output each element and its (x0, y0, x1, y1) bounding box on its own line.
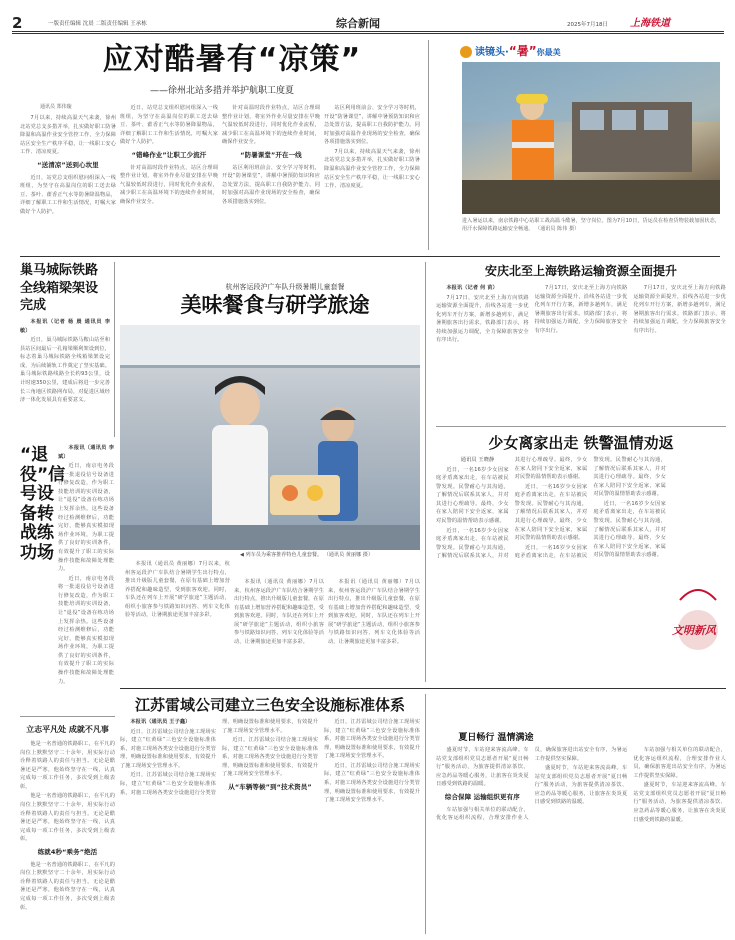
camera-icon (460, 46, 472, 58)
story8-text-cont3: 近日，江苏雷域公司结合施工现场实际，建立“红黄绿”三色安全设施标准体系，对施工现场各类安全设施进行分类管理，明确设置标准和使用要求，有效提升了施工现场安全管理水平。 (324, 719, 420, 760)
lead-subhead-2: “错峰作业”让职工少流汗 (131, 150, 207, 159)
story4-text-cont: 近日，南京电务段将一批退役信号设备进行修复改造，作为职工技能培训的实训设备，让“退役”设备在练功场上发挥余热。这些设备经过检测维修后，功能完好，能够真实模拟现场作业环境，为职工提供了良好的实训条件，有效提升了职工的实际操作技能和故障处理能力。 (58, 575, 114, 685)
issue-date: 2025年7月18日 (567, 22, 608, 28)
story8-subhead: 从“车辆等候”到“技术资员” (228, 783, 312, 792)
story9-text-2-cont: 车站加强与相关单位的联动配合，优化客运组织流程，合理安排作业人员，确保旅客进出站安全有序，为暑运工作提供坚实保障。 (633, 747, 726, 779)
reader-highlight: “暑” (508, 44, 537, 58)
story9-text-cont2: 盛夏时节，车站迎来客流高峰。车站党支部组织党员志愿者开展“夏日畅行”服务活动，为旅客提供清凉茶饮、应急药品等暖心服务，让旅客在炎炎夏日感受到铁路的温暖。 (633, 782, 726, 823)
reader-label-2: 你最美 (536, 48, 561, 57)
story3-text-cont: 本报讯（通讯员 黄丽娜）7月以来，杭州客运段沪广车队结合暑期学生出行特点，推出升级版儿童套餐，在原有基础上增加营养搭配和趣味造型，受到旅客欢迎。同时，车队还在列车上开展“研学旅途”主题活动，组织小旅客参与铁路知识问答、列车文化体验等活动，让暑期旅途更加丰富多彩。 (234, 579, 324, 646)
divider (20, 256, 720, 257)
column-decoration (668, 560, 728, 660)
lead-subtitle: ——徐州北站多措并举护航职工度夏 (150, 86, 295, 96)
column-badge (668, 560, 728, 660)
story9-subhead: 综合保障 运输组织更有序 (444, 792, 520, 801)
story8-title: 江苏雷域公司建立三色安全设施标准体系 (134, 696, 405, 714)
story5-title: 立志平凡处 成就不凡事 (26, 725, 109, 734)
story2-text: 近日，巢马城际铁路马鞍山站至和县站区间最后一孔箱梁顺利架设到位，标志着巢马城际铁路全线箱梁架设完成，为后续铺轨工作奠定了坚实基础。巢马城际铁路线路全长约93公里，设计时速350公里，建成后将进一步完善长三角地区铁路网布局，对促进区域经济一体化发展具有重要意义。 (20, 337, 110, 404)
story5-subhead: 练就4秒“乘务”绝活 (37, 847, 98, 856)
divider (114, 262, 115, 437)
lead-body: 7月以来，持续高温天气来袭，徐州北站党总支多措并举，扎实做好职工防暑降温和高温作业安全管控工作，全力保障站区安全生产秩序平稳，让一线职工安心工作、清凉度夏。 (20, 115, 116, 156)
lead-body-4: 站区利用班前会、安全学习等时机，开设“防暑课堂”，讲解中暑预防知识和应急处置方法，提高职工自我防护能力。同时加强对高温作业现场的安全检查，确保各项措施落实到位。 (222, 164, 320, 205)
lead-subhead-1: “送清凉”送到心坎里 (37, 160, 99, 169)
divider (425, 262, 426, 682)
story5-body (20, 740, 115, 932)
story6-text-cont: 7月17日，安庆北至上海方向铁路运输资源全面提升，沿线各站进一步优化列车开行方案，新增多趟列车，满足暑期旅客出行需求。铁路部门表示，将持续加强运力调配，全力保障旅客安全有序出行。 (534, 285, 628, 334)
story8-body (120, 718, 420, 932)
reader-label: 读镜头· (475, 47, 509, 58)
column-label: 文明新风 (672, 624, 716, 637)
story6-text-cont2: 7月17日，安庆北至上海方向铁路运输资源全面提升，沿线各站进一步优化列车开行方案，新增多趟列车，满足暑期旅客出行需求。铁路部门表示，将持续加强运力调配，全力保障旅客安全有序出行。 (633, 285, 726, 334)
story3-title: 美味餐食与研学旅途 (180, 293, 370, 317)
page-header (12, 14, 724, 32)
story3-caption: ◀ 列车员为乘客推荐特色儿童套餐。 （通讯员 黄丽娜 摄） (240, 552, 374, 558)
page-number: 2 (12, 14, 23, 32)
story6-title: 安庆北至上海铁路运输资源全面提升 (484, 264, 677, 278)
story9-body (436, 746, 726, 934)
story2-byline: 本报讯（记者 杨 晨 通讯员 李 敏） (20, 319, 110, 334)
story6-body (436, 284, 726, 424)
story4-title: “退役”信号设备转战练功场 (20, 445, 66, 563)
lead-body-cont: 近日，站党总支组织慰问组深入一线班组，为坚守在高温岗位的职工送去绿豆、茶叶、藿香正气水等防暑降温物品，详细了解职工工作和生活情况，叮嘱大家做好个人防护。 (120, 105, 218, 146)
story7-text-cont3: 近日，一名16岁少女因家庭矛盾离家出走，在车站被民警发现。民警耐心与其沟通，了解情况后联系其家人，并对其进行心理疏导。最终，少女在家人陪同下安全返家，家属对民警的温情帮助表示感谢。 (514, 457, 666, 560)
story5-text-cont2: 他是一名普通的铁路职工，在平凡的岗位上默默坚守二十余年，用实际行动诠释着铁路人的责任与担当。无论是酷暑还是严寒，他始终坚守在一线，认真完成每一项工作任务，多次受到上级表彰。 (20, 861, 115, 911)
lead-title: 应对酷暑有“凉策” (102, 42, 362, 77)
story4-text: 近日，南京电务段将一批退役信号设备进行修复改造，作为职工技能培训的实训设备，让“退役”设备在练功场上发挥余热。这些设备经过检测维修后，功能完好，能够真实模拟现场作业环境，为职工提供了良好的实训条件，有效提升了职工的实际操作技能和故障处理能力。 (58, 463, 114, 573)
story3-kicker: 杭州客运段沪广车队升级暑期儿童套餐 (225, 283, 345, 291)
worker-photo (462, 62, 720, 214)
story3-text: 本报讯（通讯员 黄丽娜）7月以来，杭州客运段沪广车队结合暑期学生出行特点，推出升级版儿童套餐，在原有基础上增加营养搭配和趣味造型，受到旅客欢迎。同时，车队还在列车上开展“研学旅途”主题活动，组织小旅客参与铁路知识问答、列车文化体验等活动，让暑期旅途更加丰富多彩。 (125, 561, 230, 619)
lead-byline: 通讯员 郑伟璇 (40, 104, 72, 110)
story5-text: 他是一名普通的铁路职工，在平凡的岗位上默默坚守二十余年，用实际行动诠释着铁路人的责任与担当。无论是酷暑还是严寒，他始终坚守在一线，认真完成每一项工作任务，多次受到上级表彰。 (20, 741, 115, 790)
story7-text-cont4: 近日，一名16岁少女因家庭矛盾离家出走，在车站被民警发现。民警耐心与其沟通，了解情况后联系其家人，并对其进行心理疏导。最终，少女在家人陪同下安全返家，家属对民警的温情帮助表示感谢。 (593, 500, 666, 559)
story7-title: 少女离家出走 铁警温情劝返 (488, 434, 674, 452)
lead-body-col3 (222, 104, 320, 249)
story5-text-cont: 他是一名普通的铁路职工，在平凡的岗位上默默坚守二十余年，用实际行动诠释着铁路人的责任与担当。无论是酷暑还是严寒，他始终坚守在一线，认真完成每一项工作任务，多次受到上级表彰。 (20, 793, 115, 843)
story8-byline: 本报讯（通讯员 王子鑫） (130, 719, 191, 725)
dining-photo (120, 325, 420, 550)
story3-body-col3 (328, 578, 420, 675)
lead-body-4-cont: 站区利用班前会、安全学习等时机，开设“防暑课堂”，讲解中暑预防知识和应急处置方法，提高职工自我防护能力。同时加强对高温作业现场的安全检查，确保各项措施落实到位。 (324, 105, 420, 146)
reader-caption: 进入暑运以来，南京铁路中心站职工战高温斗酷暑，坚守岗位。图为7月10日，货运员在检查货物装载加固状态，用汗水保障铁路运输安全畅通。 （通讯员 陈伟 摄） (462, 218, 720, 232)
story9-text-cont: 盛夏时节，车站迎来客流高峰。车站党支部组织党员志愿者开展“夏日畅行”服务活动，为旅客提供清凉茶饮、应急药品等暖心服务，让旅客在炎炎夏日感受到铁路的温暖。 (534, 765, 628, 806)
reader-photo-box (436, 40, 726, 250)
story4-byline: 本报讯（通讯员 李斌） (58, 445, 114, 460)
section-name: 综合新闻 (336, 17, 380, 30)
story9-text-2: 车站加强与相关单位的联动配合，优化客运组织流程，合理安排作业人员，确保旅客进出站安全有序，为暑运工作提供坚实保障。 (436, 747, 628, 822)
story8-text: 近日，江苏雷域公司结合施工现场实际，建立“红黄绿”三色安全设施标准体系，对施工现场各类安全设施进行分类管理，明确设置标准和使用要求，有效提升了施工现场安全管理水平。 (120, 728, 216, 769)
reader-badge (460, 42, 561, 56)
story8-text-cont4: 近日，江苏雷域公司结合施工现场实际，建立“红黄绿”三色安全设施标准体系，对施工现场各类安全设施进行分类管理，明确设置标准和使用要求，有效提升了施工现场安全管理水平。 (324, 762, 420, 804)
story9-text: 盛夏时节，车站迎来客流高峰。车站党支部组织党员志愿者开展“夏日畅行”服务活动，为旅客提供清凉茶饮、应急药品等暖心服务，让旅客在炎炎夏日感受到铁路的温暖。 (436, 747, 529, 788)
header-rule (12, 33, 724, 34)
story2-body (20, 318, 110, 436)
story7-text: 近日，一名16岁少女因家庭矛盾离家出走，在车站被民警发现。民警耐心与其沟通，了解情况后联系其家人，并对其进行心理疏导。最终，少女在家人陪同下安全返家，家属对民警的温情帮助表示感谢。 (436, 466, 509, 525)
lead-body-col1 (20, 114, 116, 249)
lead-body-3: 针对高温时段作业特点，站区合理调整作业计划，将室外作业尽量安排在早晚气温较低时段进行，同时优化作业流程，减少职工在高温环境下的连续作业时间，确保作业安全。 (120, 164, 218, 205)
story2-title: 巢马城际铁路全线箱梁架设完成 (20, 263, 99, 314)
lead-body-2: 近日，站党总支组织慰问组深入一线班组，为坚守在高温岗位的职工送去绿豆、茶叶、藿香正气水等防暑降温物品，详细了解职工工作和生活情况，叮嘱大家做好个人防护。 (20, 174, 116, 215)
story3-text-cont2: 本报讯（通讯员 黄丽娜）7月以来，杭州客运段沪广车队结合暑期学生出行特点，推出升级版儿童套餐，在原有基础上增加营养搭配和趣味造型，受到旅客欢迎。同时，车队还在列车上开展“研学旅途”主题活动，组织小旅客参与铁路知识问答、列车文化体验等活动，让暑期旅途更加丰富多彩。 (328, 579, 420, 646)
story7-text-cont2: 近日，一名16岁少女因家庭矛盾离家出走，在车站被民警发现。民警耐心与其沟通，了解情况后联系其家人，并对其进行心理疏导。最终，少女在家人陪同下安全返家，家属对民警的温情帮助表示感谢。 (514, 483, 588, 542)
story8-text-cont2: 近日，江苏雷域公司结合施工现场实际，建立“红黄绿”三色安全设施标准体系，对施工现场各类安全设施进行分类管理，明确设置标准和使用要求，有效提升了施工现场安全管理水平。 (222, 737, 318, 778)
lead-body-col2 (120, 104, 218, 249)
story6-text: 7月17日，安庆北至上海方向铁路运输资源全面提升，沿线各站进一步优化列车开行方案，新增多趟列车，满足暑期旅客出行需求。铁路部门表示，将持续加强运力调配，全力保障旅客安全有序出行。 (436, 294, 529, 344)
lead-subhead-3: “防暑课堂”开在一线 (240, 150, 302, 159)
divider (428, 40, 429, 250)
lead-body-col4 (324, 104, 420, 249)
photo-illustration (120, 325, 420, 550)
divider (120, 688, 726, 689)
story4-body (58, 444, 114, 706)
story7-body (436, 456, 666, 724)
photo-illustration (462, 62, 720, 214)
story3-body-col1 (125, 560, 230, 675)
lead-body-3-cont: 针对高温时段作业特点，站区合理调整作业计划，将室外作业尽量安排在早晚气温较低时段进行，同时优化作业流程，减少职工在高温环境下的连续作业时间，确保作业安全。 (222, 105, 320, 146)
divider (436, 426, 726, 427)
divider (20, 716, 115, 717)
story3-body-col2 (234, 578, 324, 675)
divider (425, 694, 426, 934)
editor-credits: 一版责任编辑 沈晨 二版责任编辑 王承栋 (48, 21, 147, 27)
story9-title: 夏日畅行 温情满途 (458, 733, 534, 743)
story7-byline: 通讯员 王晓静 (460, 457, 495, 463)
lead-body-1-cont: 7月以来，持续高温天气来袭，徐州北站党总支多措并举，扎实做好职工防暑降温和高温作业安全管控工作，全力保障站区安全生产秩序平稳，让一线职工安心工作、清凉度夏。 (324, 148, 420, 190)
story7-text-cont: 近日，一名16岁少女因家庭矛盾离家出走，在车站被民警发现。民警耐心与其沟通，了解情况后联系其家人，并对其进行心理疏导。最终，少女在家人陪同下安全返家，家属对民警的温情帮助表示感谢。 (436, 457, 588, 560)
story6-byline: 本报讯（记者 何 苗） (446, 285, 498, 291)
story8-text-cont: 近日，江苏雷域公司结合施工现场实际，建立“红黄绿”三色安全设施标准体系，对施工现场各类安全设施进行分类管理，明确设置标准和使用要求，有效提升了施工现场安全管理水平。 (120, 719, 318, 796)
newspaper-brand: 上海铁道 (630, 18, 670, 29)
